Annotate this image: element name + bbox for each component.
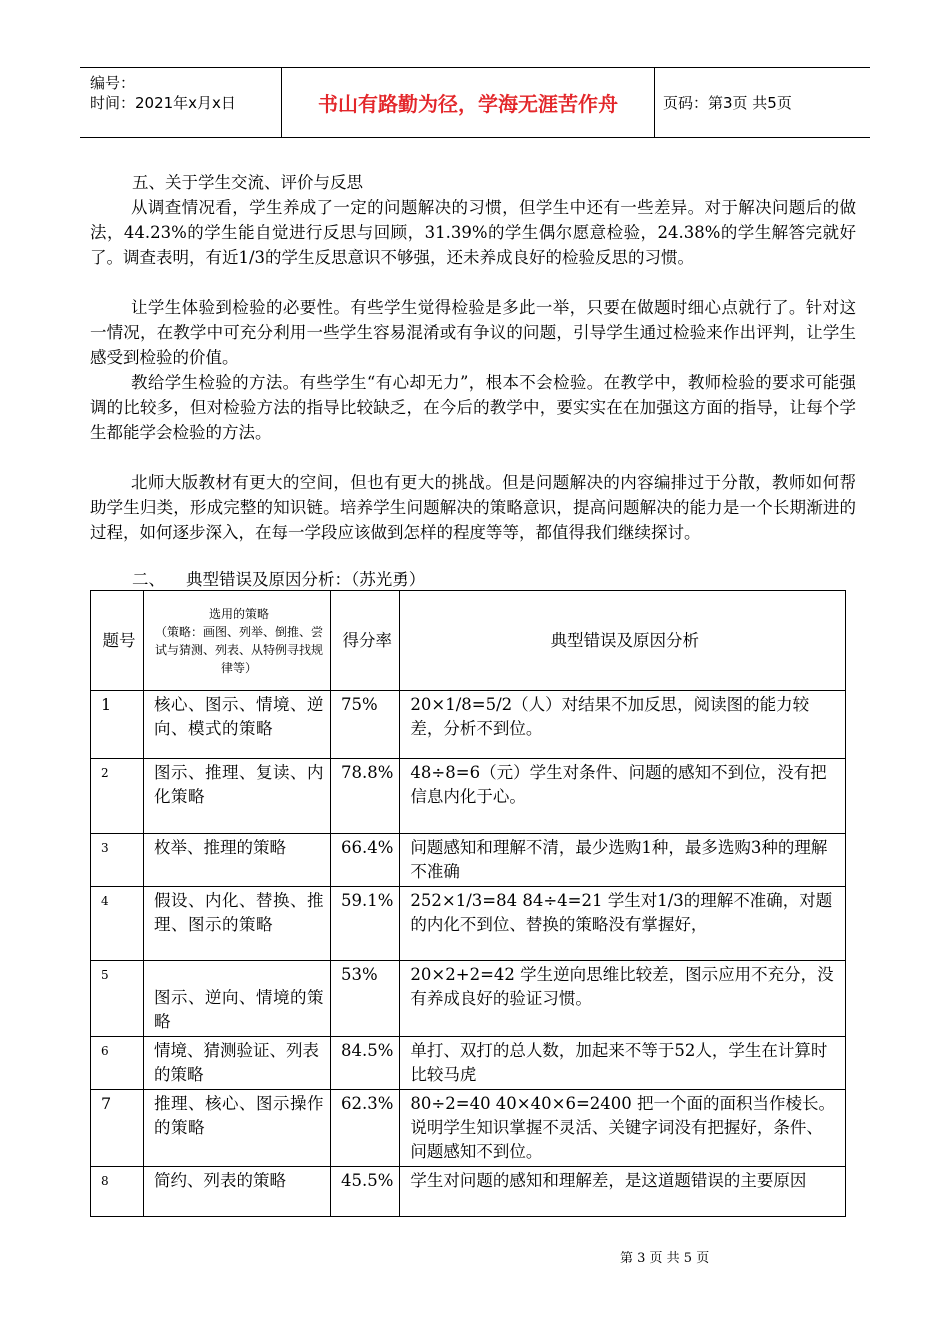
error-analysis-table xyxy=(90,590,846,1217)
row-analysis: 单打、双打的总人数，加起来不等于52人，学生在计算时比较马虎 xyxy=(400,1037,846,1090)
row-strategy: 情境、猜测验证、列表的策略 xyxy=(144,1037,331,1090)
row-score: 66.4% xyxy=(331,834,400,887)
row-strategy: 图示、逆向、情境的策略 xyxy=(144,961,331,1037)
row-number: 3 xyxy=(91,834,144,887)
row-strategy: 图示、推理、复读、内化策略 xyxy=(144,759,331,834)
table-row xyxy=(91,1167,846,1217)
paragraph: 让学生体验到检验的必要性。有些学生觉得检验是多此一举，只要在做题时细心点就行了。针对这一情况，在教学中可充分利用一些学生容易混淆或有争议的问题，引导学生通过检验来作出评判，让学生感受到检验的价值。 xyxy=(90,298,856,367)
row-analysis: 20×2+2=42 学生逆向思维比较差，图示应用不充分，没有养成良好的验证习惯。 xyxy=(400,961,846,1037)
section2-title: 二、 典型错误及原因分析：（苏光勇） xyxy=(132,570,426,589)
row-number: 8 xyxy=(91,1167,144,1217)
table-row xyxy=(91,691,846,759)
header-strategy xyxy=(144,591,331,691)
section5-title: 五、关于学生交流、评价与反思 xyxy=(132,173,363,192)
header-meta xyxy=(80,68,282,137)
header-strategy-note: （策略：画图、列举、倒推、尝试与猜测、列表、从特例寻找规律等） xyxy=(154,624,323,675)
time-label: 时间：2021年x月x日 xyxy=(90,94,236,112)
row-score: 62.3% xyxy=(331,1090,400,1167)
row-score: 84.5% xyxy=(331,1037,400,1090)
header-analysis: 典型错误及原因分析 xyxy=(400,591,846,691)
number-label: 编号： xyxy=(90,74,136,92)
header-strategy-title: 选用的策略 xyxy=(208,606,269,621)
page-header xyxy=(80,67,870,138)
table-row xyxy=(91,1090,846,1167)
table-row xyxy=(91,887,846,961)
row-number: 6 xyxy=(91,1037,144,1090)
row-number: 7 xyxy=(91,1090,144,1167)
row-score: 45.5% xyxy=(331,1167,400,1217)
page-footer: 第 3 页 共 5 页 xyxy=(620,1251,710,1266)
row-number: 2 xyxy=(91,759,144,834)
row-analysis: 80÷2=40 40×40×6=2400 把一个面的面积当作棱长。说明学生知识掌握不灵活、关键字词没有把握好，条件、问题感知不到位。 xyxy=(400,1090,846,1167)
paragraph: 北师大版教材有更大的空间，但也有更大的挑战。但是问题解决的内容编排过于分散，教师如何帮助学生归类，形成完整的知识链。培养学生问题解决的策略意识，提高问题解决的能力是一个长期渐进的过程，如何逐步深入，在每一学段应该做到怎样的程度等等，都值得我们继续探讨。 xyxy=(90,473,856,542)
row-score: 59.1% xyxy=(331,887,400,961)
table-row xyxy=(91,759,846,834)
row-analysis: 学生对问题的感知和理解差，是这道题错误的主要原因 xyxy=(400,1167,846,1217)
paragraph: 从调查情况看，学生养成了一定的问题解决的习惯，但学生中还有一些差异。对于解决问题后的做法，44.23%的学生能自觉进行反思与回顾，31.39%的学生偶尔愿意检验，24.38%的学生解答完就好了。调查表明，有近1/3的学生反思意识不够强，还未养成良好的检验反思的习惯。 xyxy=(90,198,856,267)
row-analysis: 问题感知和理解不清，最少选购1种，最多选购3种的理解不准确 xyxy=(400,834,846,887)
header-score: 得分率 xyxy=(331,591,400,691)
row-number: 5 xyxy=(91,961,144,1037)
row-analysis: 48÷8=6（元）学生对条件、问题的感知不到位，没有把信息内化于心。 xyxy=(400,759,846,834)
table-row xyxy=(91,1037,846,1090)
row-strategy: 假设、内化、替换、推理、图示的策略 xyxy=(144,887,331,961)
header-number: 题号 xyxy=(91,591,144,691)
paragraph: 教给学生检验的方法。有些学生“有心却无力”，根本不会检验。在教学中，教师检验的要求可能强调的比较多，但对检验方法的指导比较缺乏，在今后的教学中，要实实在在加强这方面的指导，让每个学生都能学会检验的方法。 xyxy=(90,373,856,442)
row-number: 1 xyxy=(91,691,144,759)
row-score: 53% xyxy=(331,961,400,1037)
row-strategy: 核心、图示、情境、逆向、模式的策略 xyxy=(144,691,331,759)
table-header-row xyxy=(91,591,846,691)
table-row xyxy=(91,961,846,1037)
row-analysis: 252×1/3=84 84÷4=21 学生对1/3的理解不准确，对题的内化不到位、替换的策略没有掌握好， xyxy=(400,887,846,961)
motto: 书山有路勤为径，学海无涯苦作舟 xyxy=(282,68,655,137)
table-row xyxy=(91,834,846,887)
row-score: 75% xyxy=(331,691,400,759)
row-strategy: 简约、列表的策略 xyxy=(144,1167,331,1217)
row-strategy: 推理、核心、图示操作的策略 xyxy=(144,1090,331,1167)
row-score: 78.8% xyxy=(331,759,400,834)
row-analysis: 20×1/8=5/2（人）对结果不加反思，阅读图的能力较差，分析不到位。 xyxy=(400,691,846,759)
row-number: 4 xyxy=(91,887,144,961)
row-strategy: 枚举、推理的策略 xyxy=(144,834,331,887)
page-info: 页码：第3页 共5页 xyxy=(663,94,792,112)
